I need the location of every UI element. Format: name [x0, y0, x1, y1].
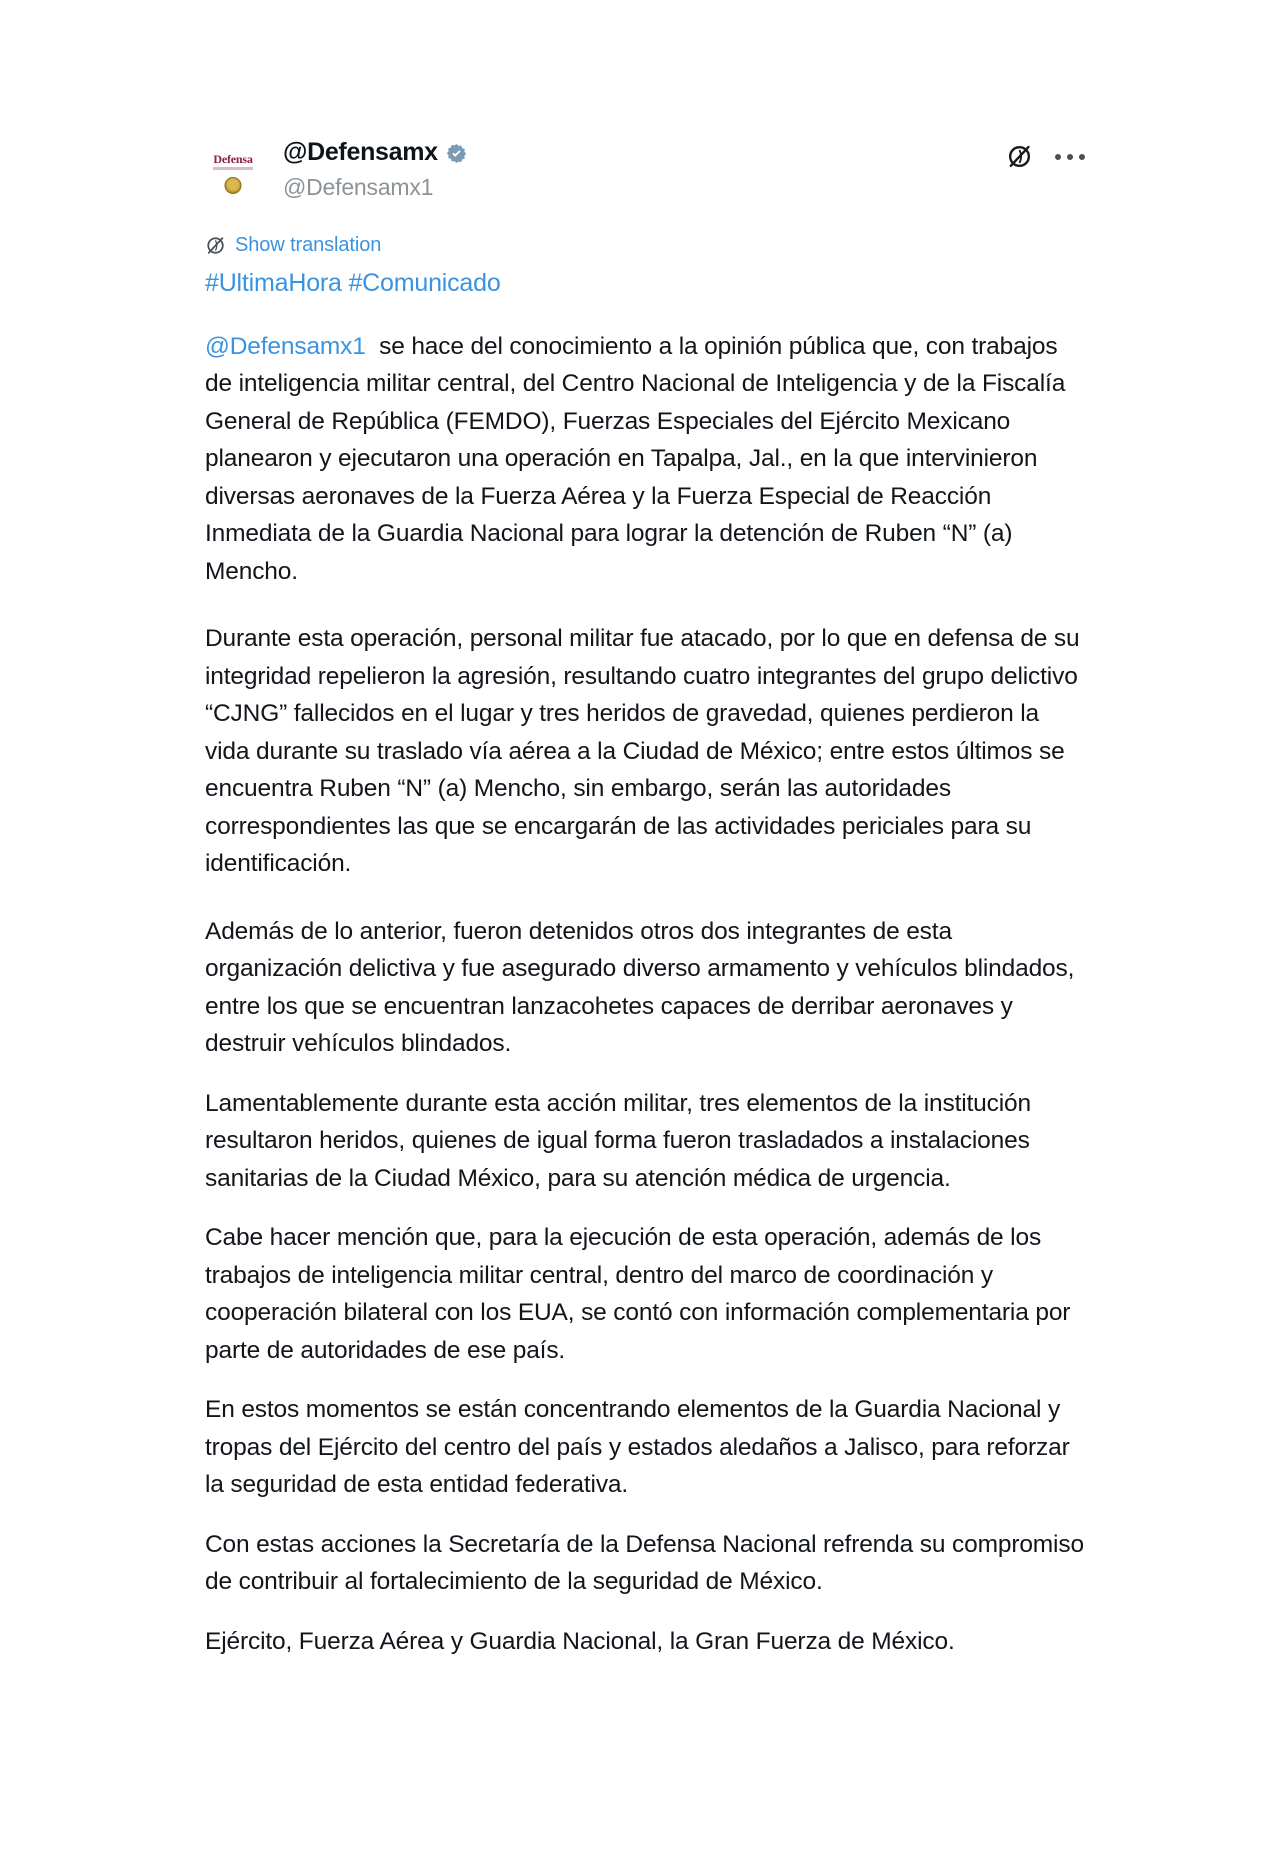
tweet-paragraph-5: Cabe hacer mención que, para la ejecución de esta operación, además de los trabajos de inteligencia militar central, dentro del marco de coordinación y cooperación bilateral con los EUA, se contó con información complementaria por parte de autoridades de ese país. — [205, 1224, 1071, 1364]
translate-icon[interactable] — [1006, 143, 1033, 170]
paragraph-text: se hace del conocimiento a la opinión pública que, con trabajos de inteligencia militar central, del Centro Nacional de Inteligencia y de la Fiscalía General de República (FEMDO), Fuerzas Especiales del Ejército Mexicano planearon y ejecutaron una operación en Tapalpa, Jal., en la que intervinieron diversas aeronaves de la Fuerza Aérea y la Fuerza Especial de Reacción Inmediata de la Guardia Nacional para lograr la detención de Ruben “N” (a) Mencho. — [205, 333, 1066, 585]
eagle-crest-icon — [225, 177, 242, 194]
show-translation-label: Show translation — [235, 234, 382, 256]
avatar-title: Defensa — [213, 152, 253, 166]
avatar-subtitle-line — [213, 167, 253, 170]
tweet-body — [205, 328, 1085, 1660]
account-names — [283, 140, 467, 201]
tweet-paragraph-6: En estos momentos se están concentrando elementos de la Guardia Nacional y tropas del Ejército del centro del país y estados aledaños a Jalisco, para reforzar la seguridad de esta entidad federativa. — [205, 1396, 1070, 1499]
tweet-paragraph-1 — [205, 328, 1085, 590]
display-name-row — [283, 140, 467, 165]
translate-icon — [205, 235, 226, 256]
display-name[interactable]: @Defensamx — [283, 138, 438, 166]
mention-link[interactable]: @Defensamx1 — [205, 333, 366, 360]
tweet-header-actions — [1006, 143, 1085, 170]
tweet-paragraph-7: Con estas acciones la Secretaría de la Defensa Nacional refrenda su compromiso de contribuir al fortalecimiento de la seguridad de México. — [205, 1530, 1084, 1596]
tweet-paragraph-2: Durante esta operación, personal militar fue atacado, por lo que en defensa de su integridad repelieron la agresión, resultando cuatro integrantes del grupo delictivo “CJNG” fallecidos en el lugar y tres heridos de gravedad, quienes perdieron la vida durante su traslado vía aérea a la Ciudad de México; entre estos últimos se encuentra Ruben “N” (a) Mencho, sin embargo, serán las autoridades correspondientes las que se encargarán de las actividades periciales para su identificación. — [205, 625, 1080, 878]
tweet-card — [205, 140, 1085, 1660]
verified-check-icon — [446, 143, 467, 164]
hashtag-line[interactable]: #UltimaHora #Comunicado — [205, 269, 501, 297]
account-handle[interactable]: @Defensamx1 — [283, 174, 434, 200]
tweet-paragraph-8: Ejército, Fuerza Aérea y Guardia Nacional, la Gran Fuerza de México. — [205, 1627, 955, 1655]
more-options-icon[interactable] — [1055, 154, 1085, 160]
tweet-paragraph-3: Además de lo anterior, fueron detenidos otros dos integrantes de esta organización delictiva y fue asegurado diverso armamento y vehículos blindados, entre los que se encuentran lanzacohetes capaces de derribar aeronaves y destruir vehículos blindados. — [205, 917, 1075, 1058]
show-translation-button[interactable] — [205, 234, 381, 257]
tweet-header — [205, 140, 1085, 212]
tweet-paragraph-4: Lamentablemente durante esta acción militar, tres elementos de la institución resultaron heridos, quienes de igual forma fueron trasladados a instalaciones sanitarias de la Ciudad México, para su atención médica de urgencia. — [205, 1089, 1031, 1192]
avatar[interactable] — [205, 142, 261, 198]
